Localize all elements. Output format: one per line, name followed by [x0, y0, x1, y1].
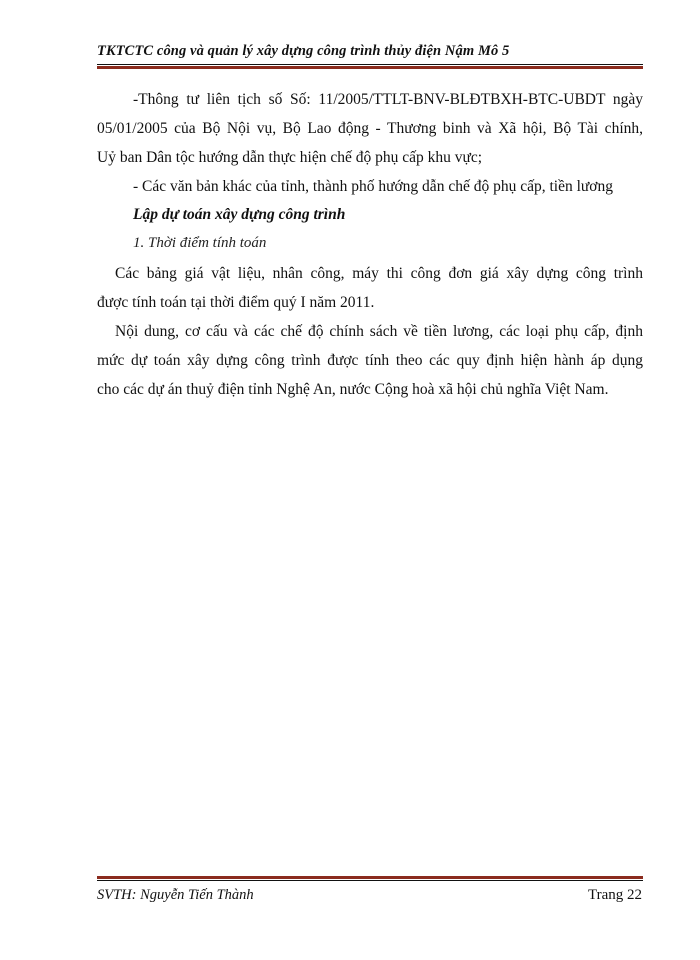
section-heading: Lập dự toán xây dựng công trình: [133, 206, 346, 223]
para3-line1: Các bảng giá vật liệu, nhân công, máy thi công đơn giá xây dựng công trình: [115, 265, 643, 282]
para1-line3: Uỷ ban Dân tộc hướng dẫn thực hiện chế độ phụ cấp khu vực;: [97, 149, 483, 166]
subsection-heading: 1. Thời điểm tính toán: [133, 235, 267, 251]
para4-line3: cho các dự án thuỷ điện tỉnh Nghệ An, nước Cộng hoà xã hội chủ nghĩa Việt Nam.: [97, 381, 609, 398]
footer-author: SVTH: Nguyễn Tiến Thành: [97, 887, 254, 903]
header-rule: [97, 64, 643, 69]
footer-rule: [97, 876, 643, 881]
header-title: TKTCTC công và quản lý xây dựng công trình thủy điện Nậm Mô 5: [97, 43, 510, 59]
para4-line1: Nội dung, cơ cấu và các chế độ chính sách về tiền lương, các loại phụ cấp, định: [115, 323, 643, 340]
para2-line1: - Các văn bản khác của tỉnh, thành phố hướng dẫn chế độ phụ cấp, tiền lương: [133, 178, 613, 195]
para1-line2: 05/01/2005 của Bộ Nội vụ, Bộ Lao động - Thương binh và Xã hội, Bộ Tài chính,: [97, 120, 643, 137]
para3-line2: được tính toán tại thời điểm quý I năm 2011.: [97, 294, 375, 311]
footer-page-number: Trang 22: [587, 887, 642, 903]
para4-line2: mức dự toán xây dựng công trình được tính theo các quy định hiện hành áp dụng: [97, 352, 643, 369]
para1-line1: -Thông tư liên tịch số Số: 11/2005/TTLT-BNV-BLĐTBXH-BTC-UBDT ngày: [133, 91, 643, 108]
